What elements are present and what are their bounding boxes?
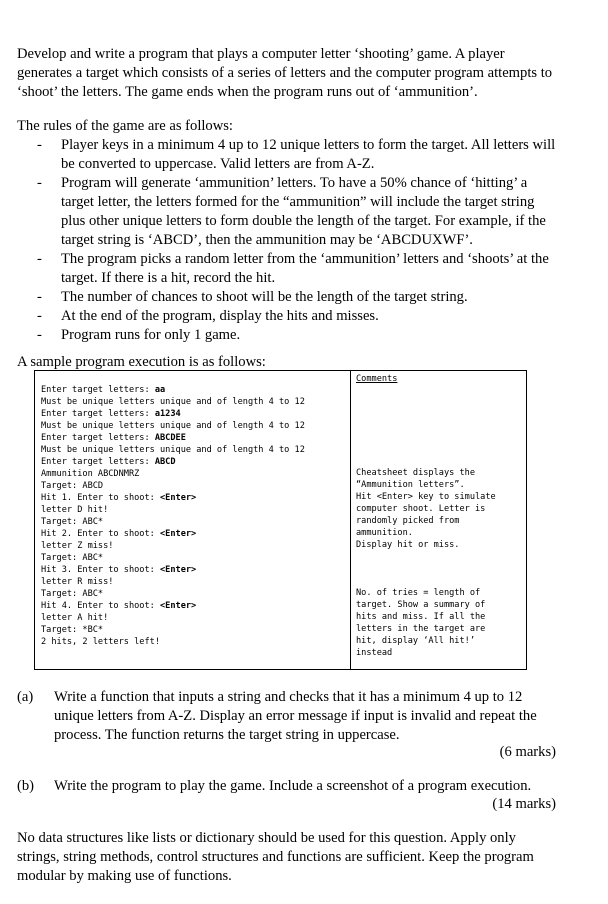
console-text: Target: *BC* [41,625,104,635]
console-user-input: <Enter> [160,493,197,503]
console-user-input: <Enter> [160,529,197,539]
console-line [41,468,305,480]
console-user-input: a1234 [154,409,181,419]
console-user-input: <Enter> [160,601,197,611]
rule-text: The program picks a random letter from the ‘ammunition’ letters and ‘shoots’ at the target. If there is a hit, record the hit. [61,251,549,286]
console-text: letter Z miss! [41,541,114,551]
console-text: Enter target letters: [41,409,155,419]
sample-heading: A sample program execution is as follows: [17,354,266,370]
console-line [41,456,305,468]
rule-text: Player keys in a minimum 4 up to 12 unique letters to form the target. All letters will be converted to uppercase. Valid letters are from A-Z. [61,137,556,172]
console-line [41,564,305,576]
console-line [41,516,305,528]
console-user-input: <Enter> [160,565,197,575]
comment-1: Cheatsheet displays the “Ammunition letters”. Hit <Enter> key to simulate computer shoot. Letter is randomly picked from ammunition. Display hit or miss. [356,468,496,550]
console-text: Hit 1. Enter to shoot: [41,493,160,503]
console-line [41,504,305,516]
console-line [41,408,305,420]
console-text: Target: ABC* [41,589,104,599]
intro-paragraph: Develop and write a program that plays a computer letter ‘shooting’ game. A player generates a target which consists of a series of letters and the computer program attempts to ‘shoot’ the letters. The game ends when the program runs out of ‘ammunition’. [17,46,553,100]
console-line [41,528,305,540]
console-text: Hit 3. Enter to shoot: [41,565,160,575]
console-text: letter A hit! [41,613,109,623]
console-text: Hit 4. Enter to shoot: [41,601,160,611]
console-text: Must be unique letters unique and of length 4 to 12 [41,421,305,431]
console-line [41,384,305,396]
rule-item: - The program picks a random letter from the ‘ammunition’ letters and ‘shoots’ at the target. If there is a hit, record the hit. [37,251,549,286]
console-text: Target: ABC* [41,553,104,563]
console-line [41,492,305,504]
console-text: 2 hits, 2 letters left! [41,637,160,647]
sample-execution-table [34,370,527,670]
console-line [41,432,305,444]
console-line [41,636,305,648]
console-line [41,540,305,552]
rule-text: At the end of the program, display the hits and misses. [61,308,379,324]
console-user-input: ABCD [154,457,176,467]
question-a-label: (a) [17,689,34,705]
comments-title: Comments [356,374,398,384]
rule-text: Program will generate ‘ammunition’ letters. To have a 50% chance of ‘hitting’ a target letter, the letters formed for the “ammunition” will include the target string plus other unique letters to form double the length of the target. For example, if the target string is ‘ABCD’, then the ammunition may be ‘ABCDUXWF’. [61,175,546,248]
console-line [41,624,305,636]
console-line [41,480,305,492]
console-text: letter D hit! [41,505,109,515]
console-text: Target: ABCD [41,481,104,491]
rule-item: - At the end of the program, display the hits and misses. [37,308,379,324]
console-text: Enter target letters: [41,433,155,443]
console-user-input: ABCDEE [154,433,186,443]
rule-text: The number of chances to shoot will be the length of the target string. [61,289,468,305]
rule-text: Program runs for only 1 game. [61,327,241,343]
console-line [41,444,305,456]
console-line [41,396,305,408]
table-divider [350,371,351,669]
question-b-marks: (14 marks) [492,796,556,812]
console-text: letter R miss! [41,577,114,587]
console-text: Target: ABC* [41,517,104,527]
rules-list [37,136,557,345]
rules-heading: The rules of the game are as follows: [17,118,233,134]
console-line [41,420,305,432]
question-b-label: (b) [17,778,35,794]
rule-item: - Program runs for only 1 game. [37,327,241,343]
comment-2: No. of tries = length of target. Show a summary of hits and miss. If all the letters in the target are hit, display ‘All hit!’ instead [356,588,486,658]
console-line [41,552,305,564]
question-b-text: Write the program to play the game. Include a screenshot of a program execution. [54,778,532,794]
console-text: Hit 2. Enter to shoot: [41,529,160,539]
console-text: Ammunition ABCDNMRZ [41,469,140,479]
question-a-text: Write a function that inputs a string and checks that it has a minimum 4 up to 12 unique letters from A-Z. Display an error message if input is invalid and repeat the process. The function returns the target string in uppercase. [54,689,537,743]
console-line [41,600,305,612]
rule-item: - Player keys in a minimum 4 up to 12 unique letters to form the target. All letters will be converted to uppercase. Valid letters are from A-Z. [37,137,556,172]
console-output [41,384,305,648]
question-a-marks: (6 marks) [499,744,556,760]
console-line [41,588,305,600]
console-line [41,576,305,588]
console-text: Enter target letters: [41,457,155,467]
console-text: Enter target letters: [41,385,155,395]
closing-paragraph: No data structures like lists or dictionary should be used for this question. Apply only strings, string methods, control structures and functions are sufficient. Keep the program modular by making use of functions. [17,830,534,884]
rule-item: - Program will generate ‘ammunition’ letters. To have a 50% chance of ‘hitting’ a target letter, the letters formed for the “ammunition” will include the target string plus other unique letters to form double the length of the target. For example, if the target string is ‘ABCD’, then the ammunition may be ‘ABCDUXWF’. [37,175,546,248]
console-text: Must be unique letters unique and of length 4 to 12 [41,397,305,407]
console-text: Must be unique letters unique and of length 4 to 12 [41,445,305,455]
console-user-input: aa [154,385,166,395]
console-line [41,612,305,624]
rule-item: - The number of chances to shoot will be the length of the target string. [37,289,468,305]
